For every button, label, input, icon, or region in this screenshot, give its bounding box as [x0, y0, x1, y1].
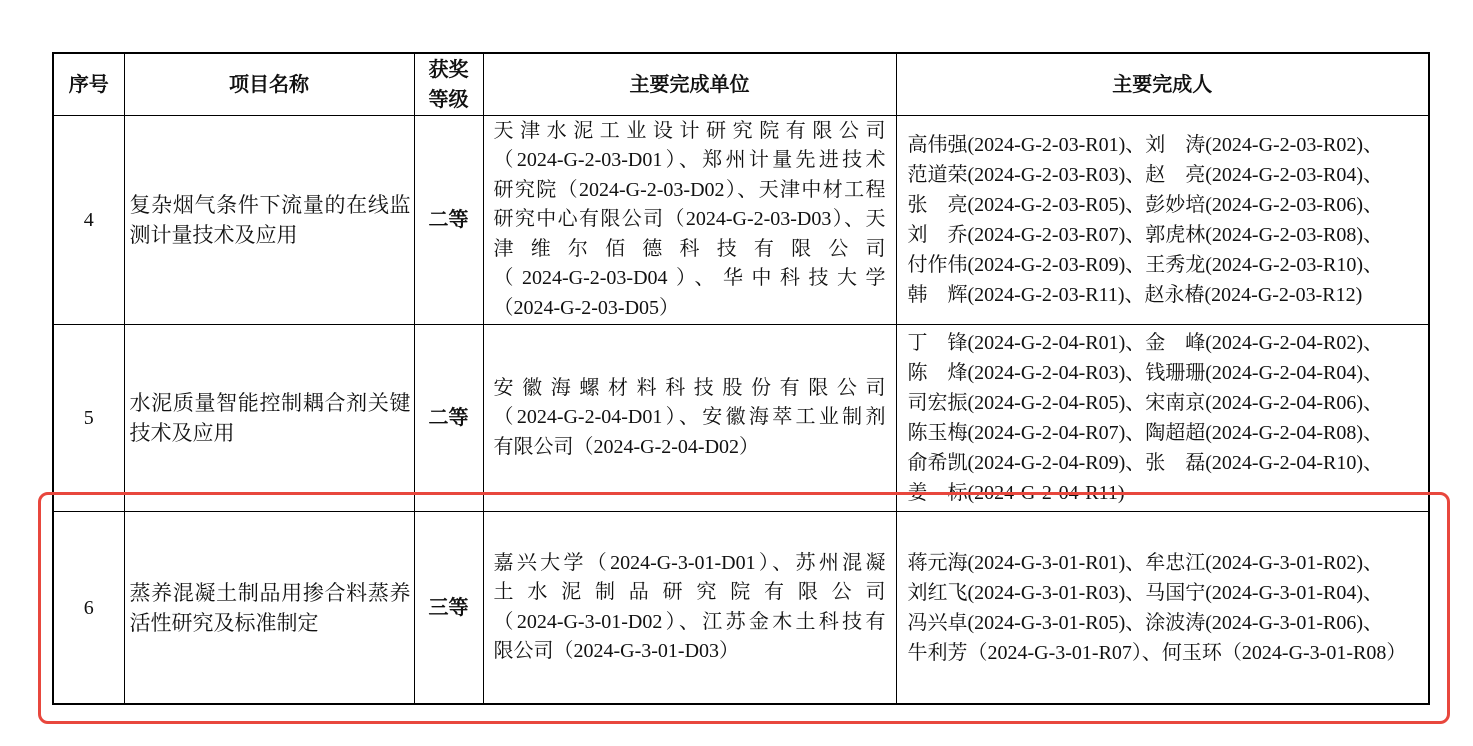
person-line: 陈玉梅(2024-G-2-04-R07)、陶超超(2024-G-2-04-R08)、: [907, 422, 1383, 444]
header-project-name: 项目名称: [124, 53, 414, 116]
units-cell: [483, 325, 896, 512]
award-grade-cell: 二等: [414, 325, 483, 512]
table-row: [53, 116, 1429, 325]
persons-cell: [896, 116, 1429, 325]
person-line: 俞希凯(2024-G-2-04-R09)、张 磊(2024-G-2-04-R10)、: [907, 452, 1383, 474]
award-table: [52, 52, 1430, 705]
header-award-grade: 获奖等级: [414, 53, 483, 116]
unit-line: （2024-G-2-03-D04）、华中科技大学: [493, 267, 886, 290]
unit-line: 研究中心有限公司（2024-G-2-03-D03）、天: [493, 208, 886, 231]
person-line: 高伟强(2024-G-2-03-R01)、刘 涛(2024-G-2-03-R02)、: [907, 134, 1383, 156]
person-line: 司宏振(2024-G-2-04-R05)、宋南京(2024-G-2-04-R06)、: [907, 392, 1383, 414]
unit-line: 有限公司（2024-G-2-04-D02）: [493, 435, 760, 458]
award-grade-cell: 二等: [414, 116, 483, 325]
person-line: 蒋元海(2024-G-3-01-R01)、牟忠江(2024-G-3-01-R02)、: [907, 551, 1383, 574]
unit-line: 津维尔佰德科技有限公司: [493, 237, 886, 260]
header-index: 序号: [53, 53, 124, 116]
row-index-cell: 6: [53, 512, 124, 705]
person-line: 范道荣(2024-G-2-03-R03)、赵 亮(2024-G-2-03-R04)、: [907, 164, 1383, 186]
persons-cell: [896, 512, 1429, 705]
person-line: 牛利芳（2024-G-3-01-R07）、何玉环（2024-G-3-01-R08）: [907, 641, 1407, 664]
person-line: 冯兴卓(2024-G-3-01-R05)、涂波涛(2024-G-3-01-R06)、: [907, 611, 1383, 634]
project-name-cell: 水泥质量智能控制耦合剂关键技术及应用: [124, 325, 414, 512]
person-line: 刘 乔(2024-G-2-03-R07)、郭虎林(2024-G-2-03-R08)、: [907, 224, 1383, 246]
person-line: 姜 标(2024-G-2-04-R11): [907, 482, 1125, 504]
unit-line: （2024-G-2-04-D01）、安徽海萃工业制剂: [493, 406, 886, 429]
row-index-cell: 5: [53, 325, 124, 512]
unit-line: （2024-G-2-03-D05）: [493, 296, 680, 319]
persons-cell: [896, 325, 1429, 512]
header-completing-units: 主要完成单位: [483, 53, 896, 116]
project-name-cell: 复杂烟气条件下流量的在线监测计量技术及应用: [124, 116, 414, 325]
person-line: 丁 锋(2024-G-2-04-R01)、金 峰(2024-G-2-04-R02)、: [907, 332, 1383, 354]
table-row: [53, 325, 1429, 512]
unit-line: 天津水泥工业设计研究院有限公司: [493, 119, 886, 142]
unit-line: 限公司（2024-G-3-01-D03）: [493, 640, 740, 662]
person-line: 张 亮(2024-G-2-03-R05)、彭妙培(2024-G-2-03-R06)、: [907, 194, 1383, 216]
header-row: [53, 53, 1429, 116]
award-grade-cell: 三等: [414, 512, 483, 705]
table-row-highlighted: [53, 512, 1429, 705]
unit-line: 土水泥制品研究院有限公司: [493, 581, 886, 603]
project-name-cell: 蒸养混凝土制品用掺合料蒸养活性研究及标准制定: [124, 512, 414, 705]
unit-line: （2024-G-2-03-D01）、郑州计量先进技术: [493, 149, 886, 172]
units-cell: [483, 116, 896, 325]
person-line: 刘红飞(2024-G-3-01-R03)、马国宁(2024-G-3-01-R04)、: [907, 581, 1383, 604]
person-line: 韩 辉(2024-G-2-03-R11)、赵永椿(2024-G-2-03-R12): [907, 284, 1363, 306]
unit-line: 安徽海螺材料科技股份有限公司: [493, 376, 886, 399]
units-cell: [483, 512, 896, 705]
person-line: 陈 烽(2024-G-2-04-R03)、钱珊珊(2024-G-2-04-R04)、: [907, 362, 1383, 384]
row-index-cell: 4: [53, 116, 124, 325]
unit-line: 研究院（2024-G-2-03-D02）、天津中材工程: [493, 178, 886, 201]
unit-line: 嘉兴大学（2024-G-3-01-D01）、苏州混凝: [493, 551, 886, 574]
person-line: 付作伟(2024-G-2-03-R09)、王秀龙(2024-G-2-03-R10)、: [907, 254, 1383, 276]
unit-line: （2024-G-3-01-D02）、江苏金木土科技有: [493, 610, 886, 633]
header-completing-persons: 主要完成人: [896, 53, 1429, 116]
